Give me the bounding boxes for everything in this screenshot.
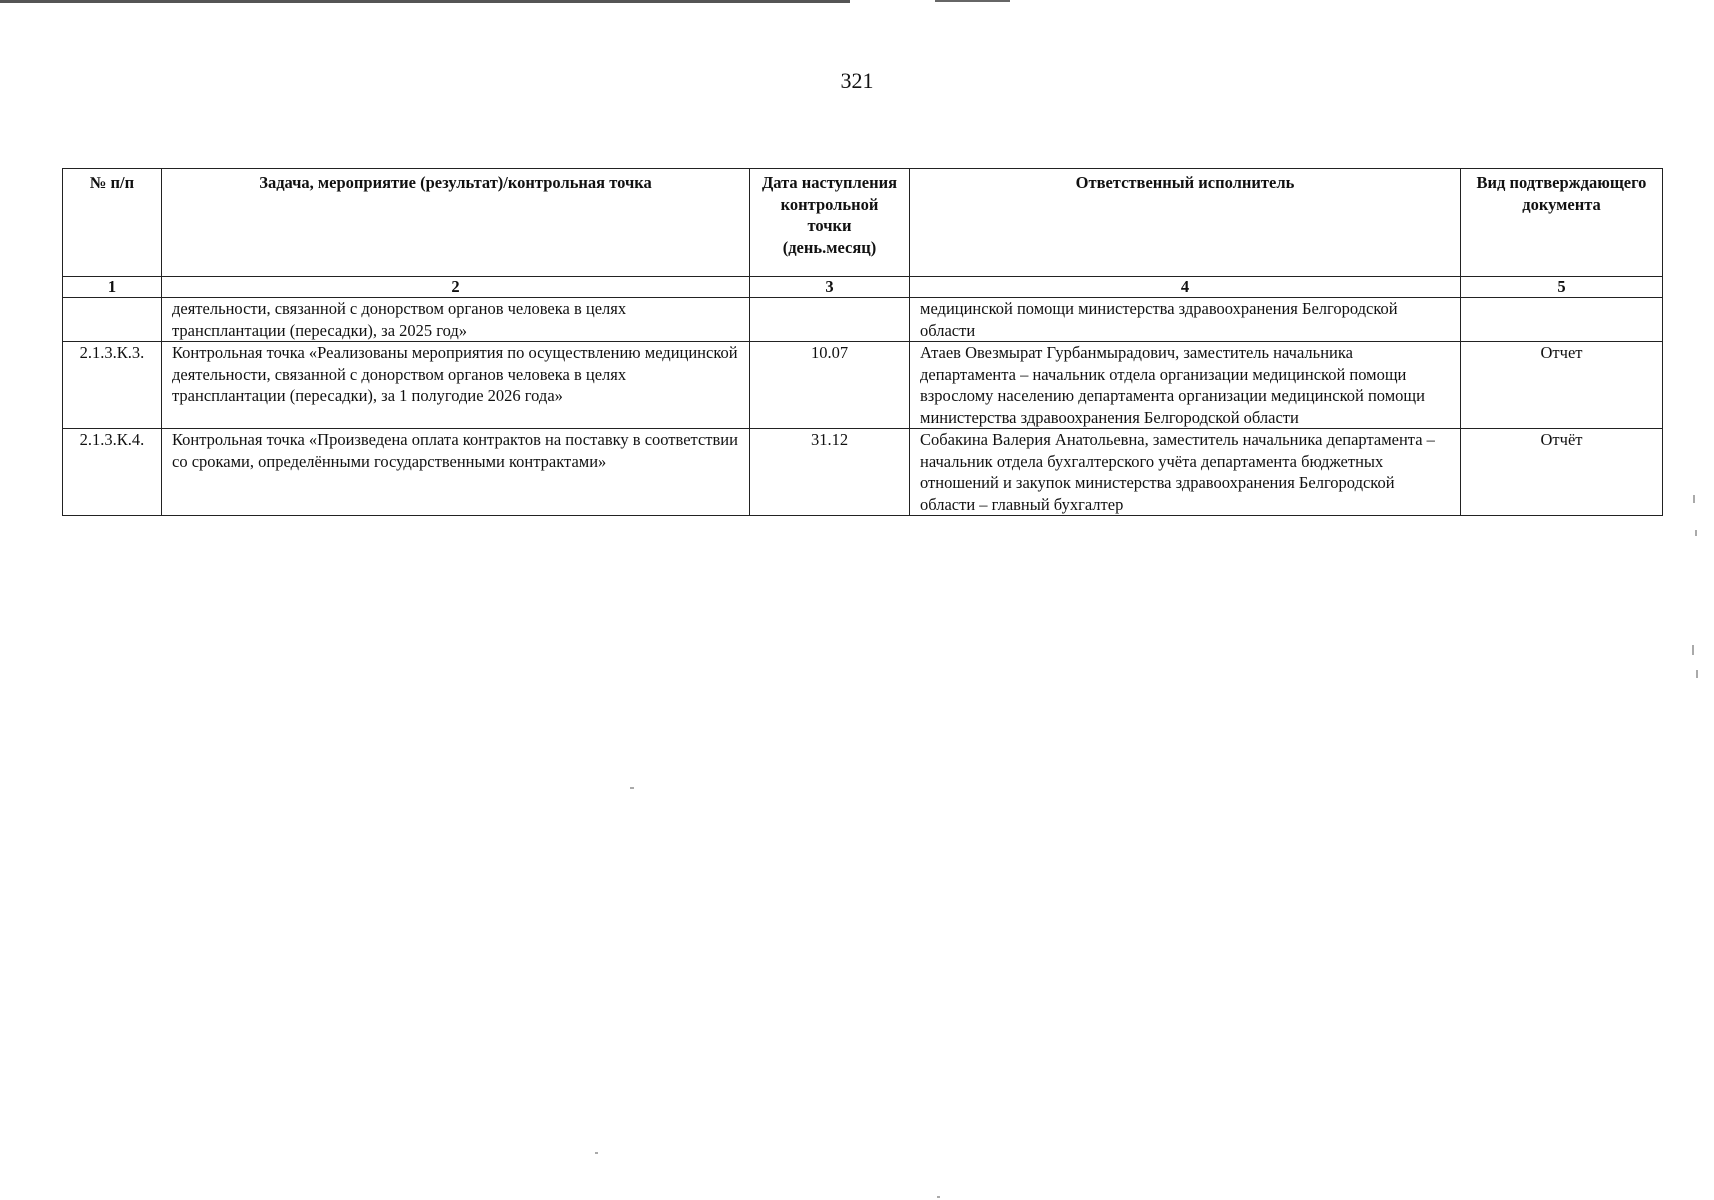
control-points-table	[62, 168, 1663, 516]
header-task: Задача, мероприятие (результат)/контрольная точка	[162, 169, 750, 277]
header-date: Дата наступления контрольной точки (день.месяц)	[750, 169, 910, 277]
scan-speck	[1696, 670, 1698, 678]
column-numbers-row	[63, 277, 1663, 298]
row-document-type: Отчет	[1461, 342, 1663, 429]
scan-border-top-fragment	[935, 0, 1010, 2]
table-row	[63, 298, 1663, 342]
scan-border-top	[0, 0, 850, 3]
column-number: 4	[910, 277, 1461, 298]
row-document-type	[1461, 298, 1663, 342]
scan-speck	[595, 1152, 598, 1154]
column-number: 2	[162, 277, 750, 298]
row-number	[63, 298, 162, 342]
header-executor: Ответственный исполнитель	[910, 169, 1461, 277]
table-row	[63, 429, 1663, 516]
scan-speck	[1693, 495, 1695, 503]
row-task: деятельности, связанной с донорством органов человека в целях трансплантации (пересадки), за 2025 год»	[162, 298, 750, 342]
row-executor: медицинской помощи министерства здравоохранения Белгородской области	[910, 298, 1461, 342]
table-header-row	[63, 169, 1663, 277]
scan-speck	[1695, 530, 1697, 536]
scan-speck	[1692, 645, 1694, 655]
row-executor: Атаев Овезмырат Гурбанмырадович, заместитель начальника департамента – начальник отдела организации медицинской помощи взрослому населению департамента организации медицинской помощи министерства здравоохранения Белгородской области	[910, 342, 1461, 429]
row-date	[750, 298, 910, 342]
column-number: 5	[1461, 277, 1663, 298]
table-row	[63, 342, 1663, 429]
row-number: 2.1.3.К.3.	[63, 342, 162, 429]
row-executor: Собакина Валерия Анатольевна, заместитель начальника департамента – начальник отдела бухгалтерского учёта департамента бюджетных отношений и закупок министерства здравоохранения Белгородской области – главный бухгалтер	[910, 429, 1461, 516]
scan-speck	[937, 1196, 940, 1198]
row-task: Контрольная точка «Реализованы мероприятия по осуществлению медицинской деятельности, связанной с донорством органов человека в целях трансплантации (пересадки), за 1 полугодие 2026 года»	[162, 342, 750, 429]
header-number: № п/п	[63, 169, 162, 277]
column-number: 1	[63, 277, 162, 298]
page-number: 321	[840, 68, 874, 93]
row-date: 31.12	[750, 429, 910, 516]
row-document-type: Отчёт	[1461, 429, 1663, 516]
header-document-type: Вид подтверждающего документа	[1461, 169, 1663, 277]
row-date: 10.07	[750, 342, 910, 429]
scan-speck	[630, 787, 634, 789]
row-number: 2.1.3.К.4.	[63, 429, 162, 516]
row-task: Контрольная точка «Произведена оплата контрактов на поставку в соответствии со сроками, определёнными государственными контрактами»	[162, 429, 750, 516]
column-number: 3	[750, 277, 910, 298]
